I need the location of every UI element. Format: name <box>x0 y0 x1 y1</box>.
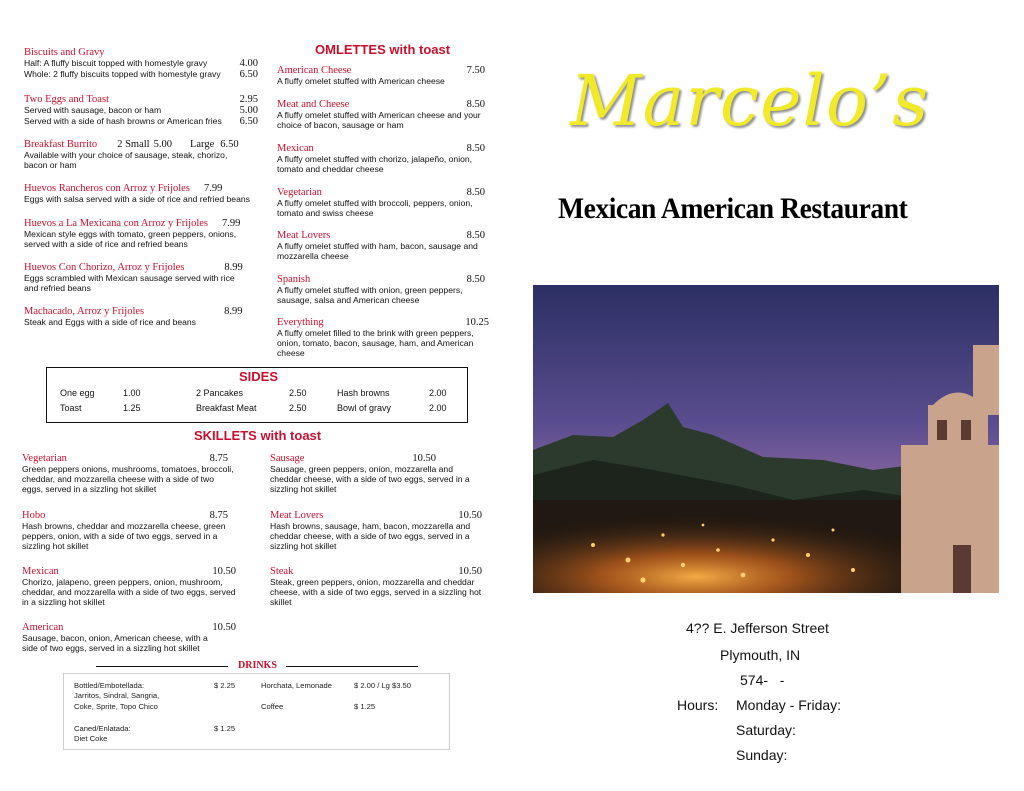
item-desc: Available with your choice of sausage, steak, chorizo, bacon or ham <box>24 150 228 171</box>
skillet-mexican <box>22 566 236 608</box>
item-desc: Eggs scrambled with Mexican sausage served with rice and refried beans <box>24 273 235 294</box>
city: Plymouth, IN <box>720 647 801 663</box>
item-desc: Mexican style eggs with tomato, green peppers, onions, served with a side of rice and refried beans <box>24 229 237 250</box>
item-desc: Hash browns, cheddar and mozzarella cheese, green peppers, onion, with a side of two eggs, served in a sizzling hot skillet <box>22 521 226 552</box>
phone: 574- - <box>740 672 785 688</box>
drink-label: Diet Coke <box>74 734 108 743</box>
drink-price: $ 2.00 / Lg $3.50 <box>354 681 412 690</box>
item-name: Everything <box>277 317 324 328</box>
item-name: Vegetarian <box>277 187 322 198</box>
item-price: 8.50 <box>466 187 485 198</box>
drink-label: Bottled/Embotellada: <box>74 681 145 690</box>
drink-price: $ 2.25 <box>214 681 236 690</box>
item-name: Huevos a La Mexicana con Arroz y Frijoles <box>24 218 208 229</box>
item-desc: Whole: 2 fluffy biscuits topped with homestyle gravy <box>24 69 221 80</box>
item-name: Mexican <box>277 143 314 154</box>
omelette-meat-cheese <box>277 99 485 130</box>
item-price: 6.50 <box>239 69 258 81</box>
item-price: 10.25 <box>465 317 489 328</box>
item-desc: A fluffy omelet stuffed with onion, green peppers, sausage, salsa and American cheese <box>277 285 463 306</box>
item-price: 10.50 <box>212 622 236 633</box>
item-price: 5.00 <box>239 105 258 116</box>
drink-label: Coffee <box>261 702 284 711</box>
hours-weekdays: Monday - Friday: <box>736 697 842 713</box>
item-price: 8.75 <box>209 453 228 464</box>
item-price: 8.75 <box>209 510 228 521</box>
item-name: Huevos Rancheros con Arroz y Frijoles <box>24 183 190 194</box>
item-price: 10.50 <box>412 453 436 464</box>
address: 4?? E. Jefferson Street <box>686 620 829 636</box>
side-price: 2.00 <box>429 403 447 413</box>
item-name: Huevos Con Chorizo, Arroz y Frijoles <box>24 262 185 273</box>
item-price: 4.00 <box>239 58 258 69</box>
item-name: Mexican <box>22 566 59 577</box>
item-name: Meat and Cheese <box>277 99 350 110</box>
town-night-photo <box>533 285 999 593</box>
side-label: 2 Pancakes <box>196 388 244 398</box>
item-desc: Eggs with salsa served with a side of rice and refried beans <box>24 194 250 204</box>
menu-item-huevos-chorizo <box>24 262 256 293</box>
item-desc: A fluffy omelet stuffed with chorizo, jalapeño, onion, tomato and cheddar cheese <box>277 154 473 175</box>
item-name: American Cheese <box>277 65 352 76</box>
item-price: 2.95 <box>239 94 258 105</box>
item-price: 7.99 <box>222 218 241 229</box>
drinks-rule-right <box>286 666 418 667</box>
item-name: Meat Lovers <box>277 230 331 241</box>
menu-item-huevos-mexicana <box>24 218 256 249</box>
menu-item-breakfast-burrito <box>24 139 258 170</box>
side-label: Toast <box>60 403 82 413</box>
item-desc: Served with sausage, bacon or ham <box>24 105 162 115</box>
town-night-photo-art <box>533 285 999 593</box>
item-desc: Hash browns, sausage, ham, bacon, mozzarella and cheddar cheese, with a side of two eggs, served in a sizzling hot skillet <box>270 521 471 552</box>
hours-saturday: Saturday: <box>736 722 796 738</box>
omelette-mexican <box>277 143 485 174</box>
side-label: One egg <box>60 388 95 398</box>
item-name: Vegetarian <box>22 453 67 464</box>
drinks-rule-left <box>96 666 228 667</box>
restaurant-subtitle: Mexican American Restaurant <box>558 192 908 225</box>
omelette-vegetarian <box>277 187 485 218</box>
item-name: Spanish <box>277 274 311 285</box>
drink-label: Jarritos, Sindral, Sangria, <box>74 691 160 700</box>
item-price: 6.50 <box>239 116 258 128</box>
side-label: Hash browns <box>337 388 390 398</box>
item-price: 10.50 <box>458 566 482 577</box>
item-desc: A fluffy omelet filled to the brink with green peppers, onion, tomato, bacon, sausage, ham, and American cheese <box>277 328 474 359</box>
menu-item-two-eggs-toast <box>24 94 258 127</box>
omelette-everything <box>277 317 489 359</box>
item-name: Meat Lovers <box>270 510 324 521</box>
item-name: Breakfast Burrito <box>24 139 98 150</box>
item-price: 8.50 <box>466 274 485 285</box>
menu-item-biscuits-gravy <box>24 47 258 80</box>
item-price: 6.50 <box>220 139 239 150</box>
item-desc: A fluffy omelet stuffed with broccoli, peppers, onion, tomato and swiss cheese <box>277 198 473 219</box>
drink-label: Horchata, Lemonade <box>261 681 332 690</box>
item-name: Machacado, Arroz y Frijoles <box>24 306 145 317</box>
drinks-heading: DRINKS <box>238 660 277 671</box>
hours-label: Hours: <box>677 697 719 713</box>
item-price: 7.99 <box>203 183 223 194</box>
item-desc: Half: A fluffy biscuit topped with homestyle gravy <box>24 58 208 68</box>
skillet-steak <box>270 566 494 608</box>
item-name: Biscuits and Gravy <box>24 47 105 58</box>
drink-label: Caned/Enlatada: <box>74 724 131 733</box>
size-large-label: Large <box>189 139 215 150</box>
item-price: 7.50 <box>466 65 485 76</box>
drink-price: $ 1.25 <box>214 724 236 733</box>
item-desc: Green peppers onions, mushrooms, tomatoes, broccoli, cheddar, and mozzarella cheese with a side of two eggs, served in a sizzling hot skillet <box>22 464 234 495</box>
item-desc: Sausage, bacon, onion, American cheese, with a side of two eggs, served in a sizzling hot skillet <box>22 633 208 654</box>
item-desc: Steak, green peppers, onion, mozzarella and cheddar cheese, with a side of two eggs, served in a sizzling hot skillet <box>270 577 482 608</box>
side-price: 1.00 <box>123 388 141 398</box>
item-name: Hobo <box>22 510 46 521</box>
item-name: Sausage <box>270 453 305 464</box>
item-name: Two Eggs and Toast <box>24 94 109 105</box>
item-desc: Chorizo, jalapeno, green peppers, onion, mushroom, cheddar, and mozzarella with a side of two eggs, served in a sizzling hot skillet <box>22 577 236 608</box>
drink-price: $ 1.25 <box>354 702 376 711</box>
size-small-label: 2 Small <box>117 139 150 150</box>
omelette-meat-lovers <box>277 230 485 261</box>
item-desc: A fluffy omelet stuffed with ham, bacon, sausage and mozzarella cheese <box>277 241 478 262</box>
item-name: Steak <box>270 566 294 577</box>
drinks-box <box>63 673 450 750</box>
side-price: 2.50 <box>289 388 307 398</box>
item-price: 8.50 <box>466 99 485 110</box>
item-name: American <box>22 622 64 633</box>
item-price: 8.50 <box>466 143 485 154</box>
menu-item-huevos-rancheros <box>24 183 256 204</box>
item-price: 8.99 <box>224 262 243 273</box>
restaurant-name-logo: Marcelo’s <box>570 60 930 142</box>
side-price: 1.25 <box>123 403 141 413</box>
drink-label: Coke, Sprite, Topo Chico <box>74 702 158 711</box>
item-desc: A fluffy omelet stuffed with American cheese and your choice of bacon, sausage or ham <box>277 110 481 131</box>
sides-heading: SIDES <box>239 369 279 384</box>
side-label: Breakfast Meat <box>196 403 257 413</box>
item-desc: Sausage, green peppers, onion, mozzarella and cheddar cheese, with a side of two eggs, served in a sizzling hot skillet <box>270 464 470 495</box>
side-price: 2.50 <box>289 403 307 413</box>
item-price: 10.50 <box>458 510 482 521</box>
menu-item-machacado <box>24 306 256 327</box>
item-price: 8.99 <box>224 306 243 317</box>
item-desc: Served with a side of hash browns or American fries <box>24 116 222 127</box>
skillet-american <box>22 622 236 653</box>
skillets-heading: SKILLETS with toast <box>194 428 322 443</box>
skillet-hobo <box>22 510 238 552</box>
item-price: 10.50 <box>212 566 236 577</box>
omelettes-heading: OMLETTES with toast <box>315 42 451 57</box>
omelette-american-cheese <box>277 65 485 86</box>
omelette-spanish <box>277 274 485 305</box>
side-label: Bowl of gravy <box>337 403 392 413</box>
item-price: 5.00 <box>153 139 172 150</box>
item-desc: Steak and Eggs with a side of rice and beans <box>24 317 196 327</box>
hours-sunday: Sunday: <box>736 747 788 763</box>
skillet-vegetarian <box>22 453 234 495</box>
skillet-meat-lovers <box>270 510 482 552</box>
side-price: 2.00 <box>429 388 447 398</box>
skillet-sausage <box>270 453 482 495</box>
sides-box <box>46 367 468 423</box>
item-price: 8.50 <box>466 230 485 241</box>
item-desc: A fluffy omelet stuffed with American cheese <box>277 76 445 86</box>
